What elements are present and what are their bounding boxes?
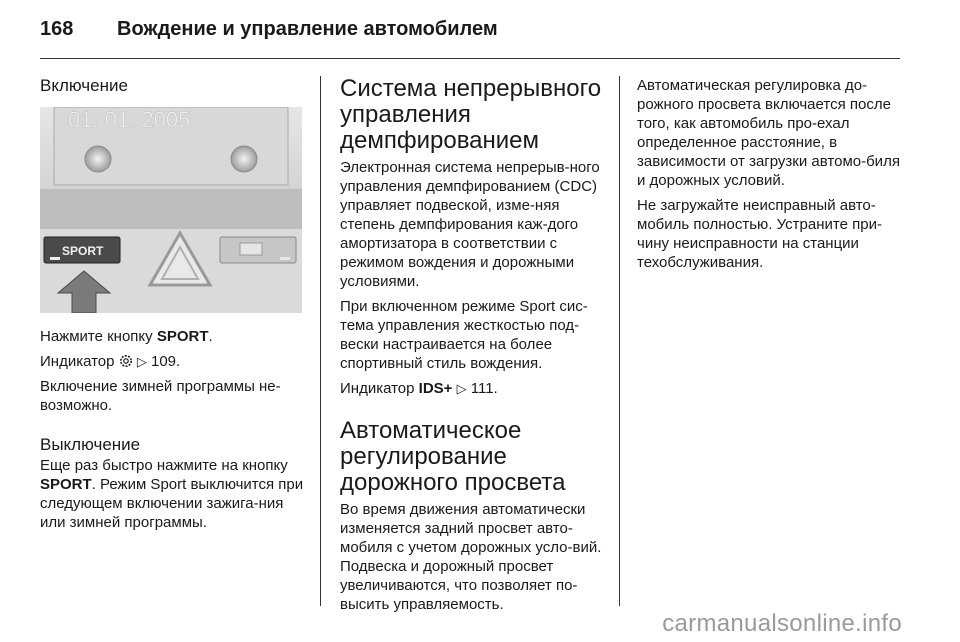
chapter-title: Вождение и управление автомобилем <box>117 18 498 40</box>
column-divider-1 <box>320 76 321 606</box>
ids-indicator-text: Индикатор IDS+ ▷ 111. <box>340 380 498 397</box>
date-display: 01. 01. 2005 <box>68 107 191 132</box>
page-number: 168 <box>40 18 74 40</box>
column-2 <box>340 76 602 620</box>
page-header <box>40 18 900 58</box>
column-divider-2 <box>619 76 620 606</box>
cdc-paragraph: Электронная система непрерыв-ного управления демпфированием (CDC) управляет подвеской, изме-няя степень демпфирования каж-дого амортизатора в соответствии с режимом вождения и дорожными условиями. <box>340 159 600 290</box>
reference-arrow-icon: ▷ <box>136 354 147 369</box>
heading-cdc: Система непрерывного управления демпфированием <box>340 75 602 154</box>
column-1 <box>40 76 305 538</box>
auto-leveling-paragraph: Во время движения автоматически изменяется задний просвет авто-мобиля с учетом дорожных усло-вий. Подвеска и дорожный просвет увеличиваются, что позволяет по-высить управляемость. <box>340 501 602 613</box>
turn-off-text: Еще раз быстро нажмите на кнопку SPORT. Режим Sport выключится при следующем включении зажига-ния или зимней программы. <box>40 457 304 531</box>
heading-on: Включение <box>40 76 128 95</box>
faulty-vehicle-warning: Не загружайте неисправный авто-мобиль полностью. Устраните при-чину неисправности на станции техобслуживания. <box>637 197 882 271</box>
sport-button-label: SPORT <box>62 244 104 258</box>
gear-car-icon <box>119 354 133 368</box>
indicator-ref-text: Индикатор ▷ 109. <box>40 353 181 370</box>
heading-auto-leveling: Автоматическое регулирование дорожного просвета <box>340 417 566 496</box>
auto-leveling-activation: Автоматическая регулировка до-рожного просвета включается после того, как автомобиль про-ехал определенное расстояние, в зависимости от загрузки автомо-биля и дорожных условий. <box>637 77 900 189</box>
winter-note: Включение зимней программы не-возможно. <box>40 378 281 414</box>
header-rule <box>40 58 900 59</box>
press-sport-text: Нажмите кнопку SPORT. <box>40 328 213 345</box>
sport-mode-paragraph: При включенном режиме Sport сис-тема управления жесткостью под-вески настраивается на более спортивный стиль вождения. <box>340 298 588 372</box>
watermark: carmanualsonline.info <box>662 610 902 637</box>
column-3 <box>637 76 902 278</box>
heading-off: Выключение <box>40 435 141 454</box>
reference-arrow-icon: ▷ <box>456 381 467 396</box>
sport-button-photo <box>40 107 302 313</box>
